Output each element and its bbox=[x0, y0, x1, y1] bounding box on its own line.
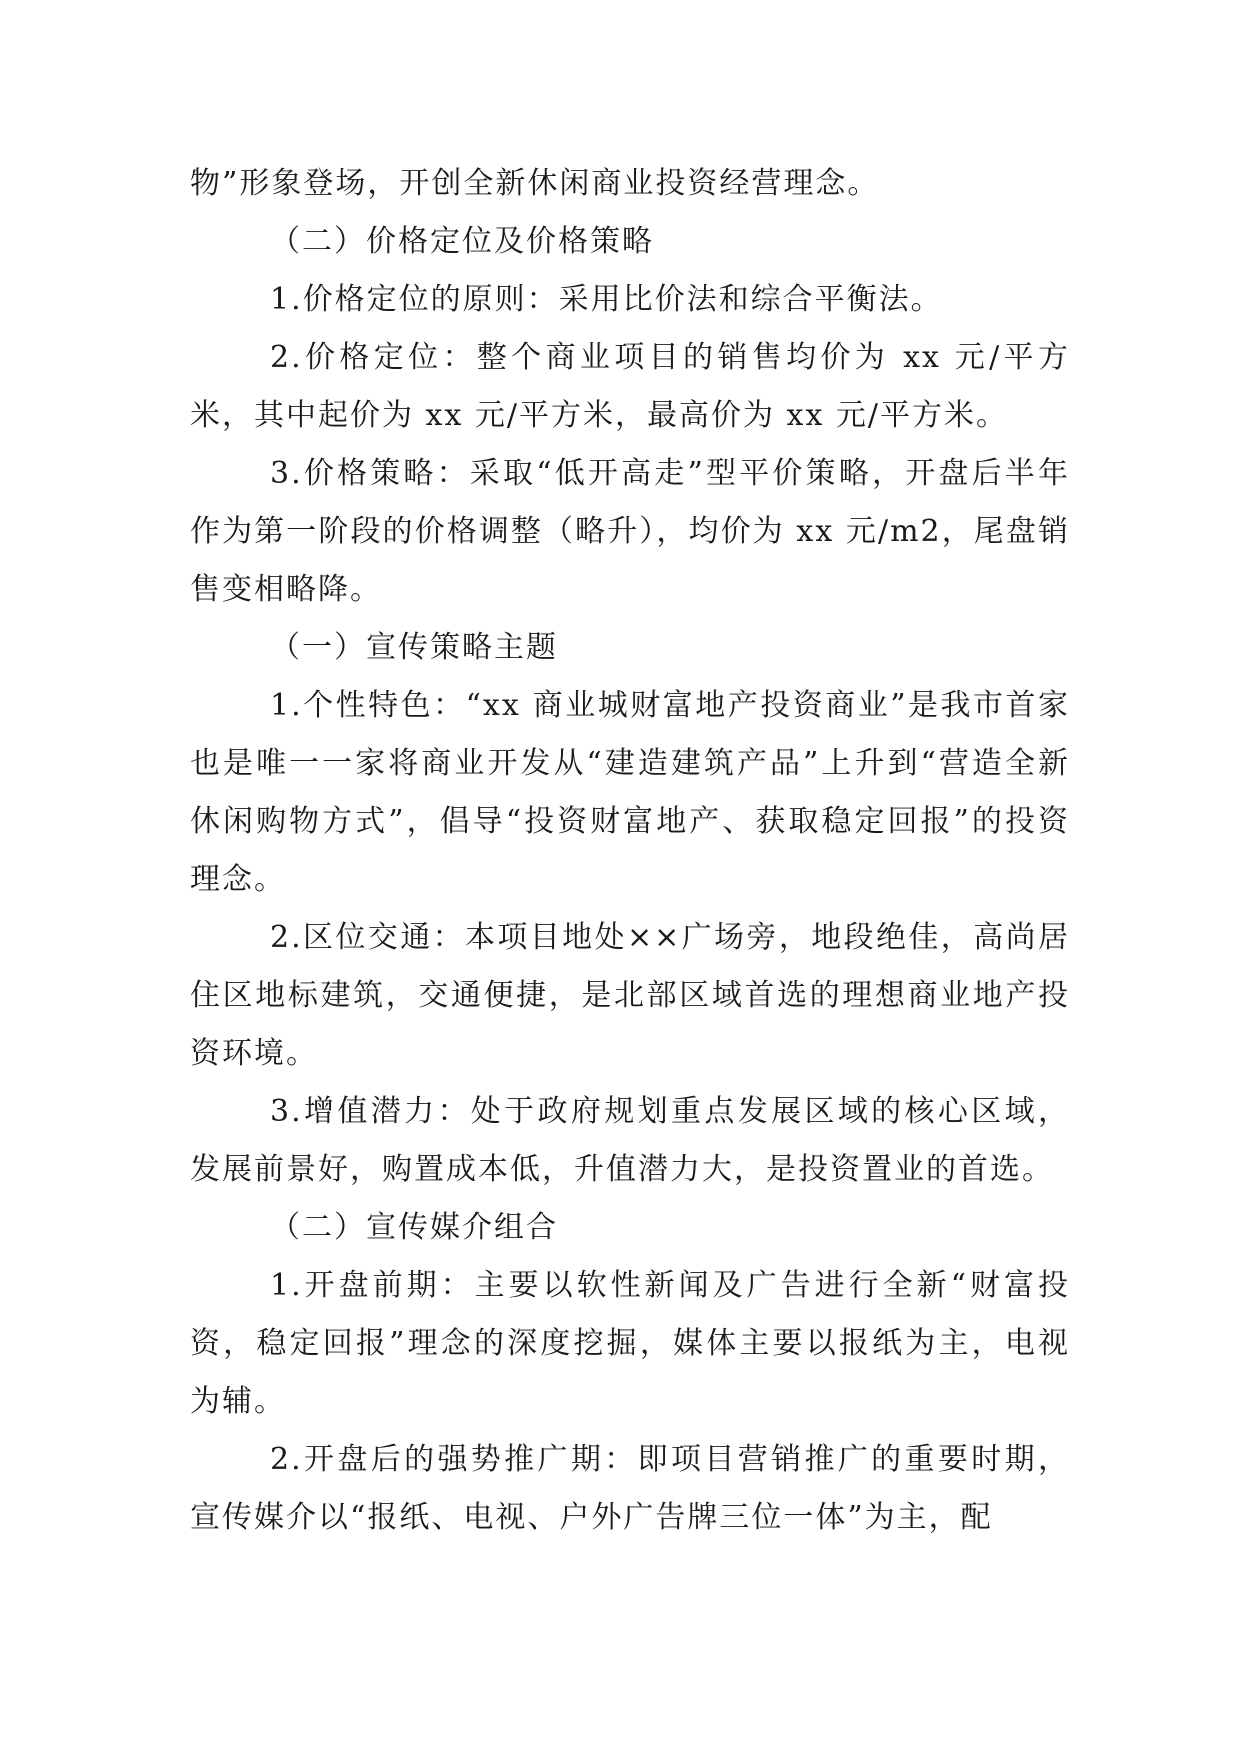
section-heading-media-mix: （二）宣传媒介组合 bbox=[270, 1210, 558, 1245]
paragraph-price-principle: 1.价格定位的原则：采用比价法和综合平衡法。 bbox=[270, 282, 943, 317]
section-heading-price-positioning: （二）价格定位及价格策略 bbox=[270, 224, 654, 259]
paragraph-price-positioning: 2.价格定位：整个商业项目的销售均价为 xx 元/平方米，其中起价为 xx 元/平方米，最高价为 xx 元/平方米。 bbox=[190, 340, 1070, 433]
paragraph-post-opening: 2.开盘后的强势推广期：即项目营销推广的重要时期，宣传媒介以“报纸、电视、户外广告牌三位一体”为主，配 bbox=[190, 1442, 1070, 1535]
paragraph-feature: 1.个性特色：“xx 商业城财富地产投资商业”是我市首家也是唯一一家将商业开发从“建造建筑产品”上升到“营造全新休闲购物方式”，倡导“投资财富地产、获取稳定回报”的投资理念。 bbox=[190, 688, 1070, 897]
document-body bbox=[190, 155, 1070, 1547]
paragraph-pre-opening: 1.开盘前期：主要以软性新闻及广告进行全新“财富投资，稳定回报”理念的深度挖掘，媒体主要以报纸为主，电视为辅。 bbox=[190, 1268, 1070, 1419]
paragraph-continuation: 物”形象登场，开创全新休闲商业投资经营理念。 bbox=[190, 166, 880, 201]
paragraph-location: 2.区位交通：本项目地处××广场旁，地段绝佳，高尚居住区地标建筑，交通便捷，是北部区域首选的理想商业地产投资环境。 bbox=[190, 920, 1070, 1071]
paragraph-price-strategy: 3.价格策略：采取“低开高走”型平价策略，开盘后半年作为第一阶段的价格调整（略升），均价为 xx 元/m2，尾盘销售变相略降。 bbox=[190, 456, 1070, 607]
section-heading-promotion-theme: （一）宣传策略主题 bbox=[270, 630, 558, 665]
paragraph-appreciation: 3.增值潜力：处于政府规划重点发展区域的核心区域，发展前景好，购置成本低，升值潜力大，是投资置业的首选。 bbox=[190, 1094, 1070, 1187]
